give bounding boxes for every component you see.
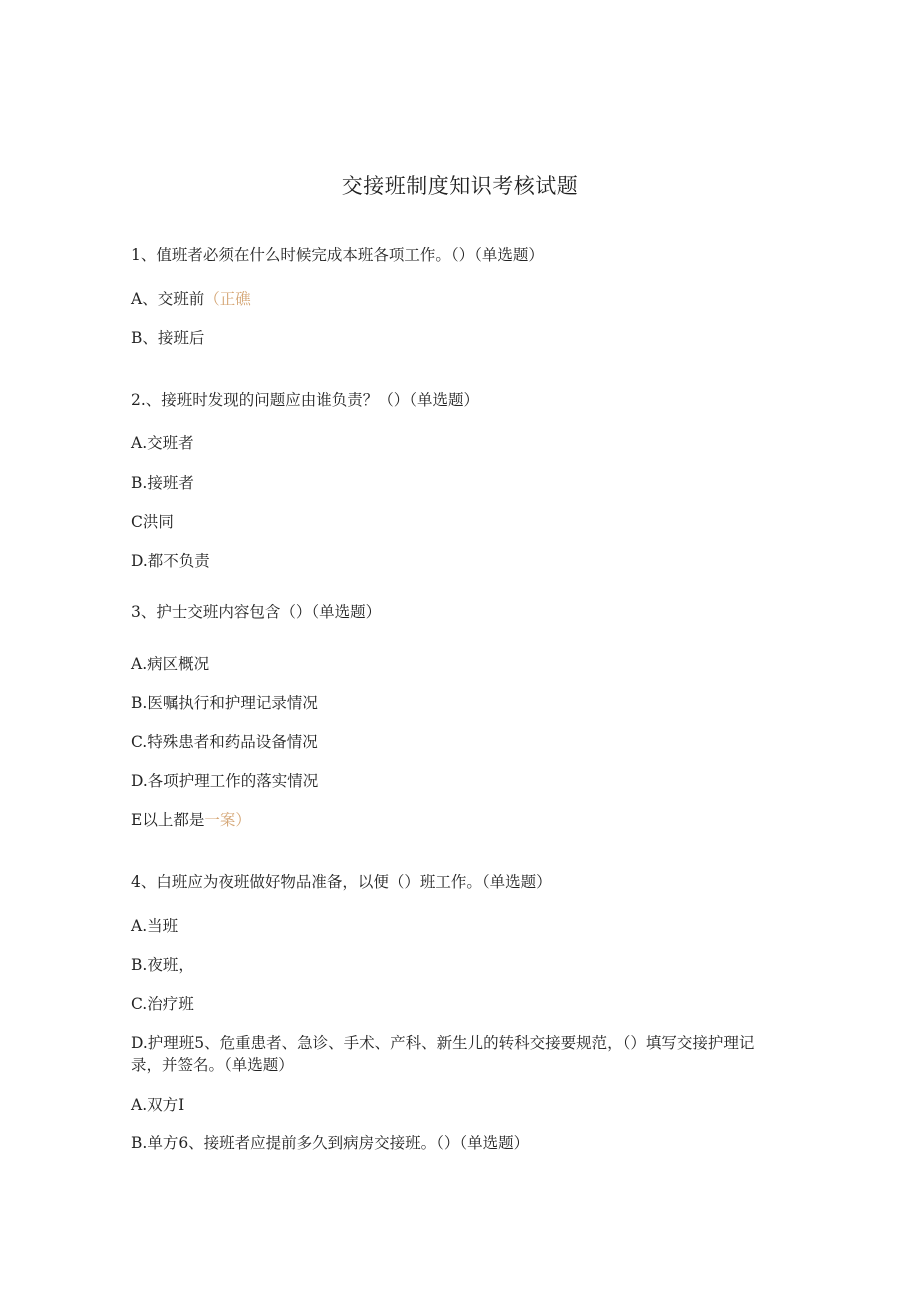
answer-mark: （正礁: [204, 290, 251, 308]
option-3c: C.特殊患者和药品设备情况: [131, 733, 318, 751]
option-2c: C洪同: [131, 513, 174, 531]
option-2a: A.交班者: [131, 434, 194, 452]
option-4b: B.夜班，: [131, 956, 194, 974]
option-2d: D.都不负责: [131, 552, 210, 570]
option-3e: [131, 809, 251, 831]
question-1: 1、值班者必须在什么时候完成本班各项工作。（）（单选题）: [131, 246, 544, 264]
option-text: E以上都是: [131, 811, 205, 829]
answer-mark: 一案）: [204, 811, 251, 829]
option-3a: A.病区概况: [131, 655, 210, 673]
question-2: 2.、接班时发现的问题应由谁负责？（）（单选题）: [131, 391, 480, 409]
option-text: A、交班前: [131, 290, 205, 308]
option-5a: A.双方I: [131, 1096, 185, 1114]
option-1b: B、接班后: [131, 329, 205, 347]
option-4d-question-5: D.护理班5、危重患者、急诊、手术、产科、新生儿的转科交接要规范，（）填写交接护理记录，并签名。（单选题）: [131, 1034, 755, 1074]
option-3d: D.各项护理工作的落实情况: [131, 772, 319, 790]
page-title: 交接班制度知识考核试题: [341, 174, 579, 198]
question-4: 4、白班应为夜班做好物品准备，以便（）班工作。（单选题）: [131, 873, 552, 891]
option-5b-question-6: B.单方6、接班者应提前多久到病房交接班。（）（单选题）: [131, 1134, 530, 1152]
question-3: 3、护士交班内容包含（）（单选题）: [131, 603, 382, 621]
option-1a: [131, 288, 251, 310]
option-4a: A.当班: [131, 917, 179, 935]
option-3b: B.医嘱执行和护理记录情况: [131, 694, 318, 712]
option-2b: B.接班者: [131, 474, 194, 492]
option-4c: C.治疗班: [131, 995, 194, 1013]
